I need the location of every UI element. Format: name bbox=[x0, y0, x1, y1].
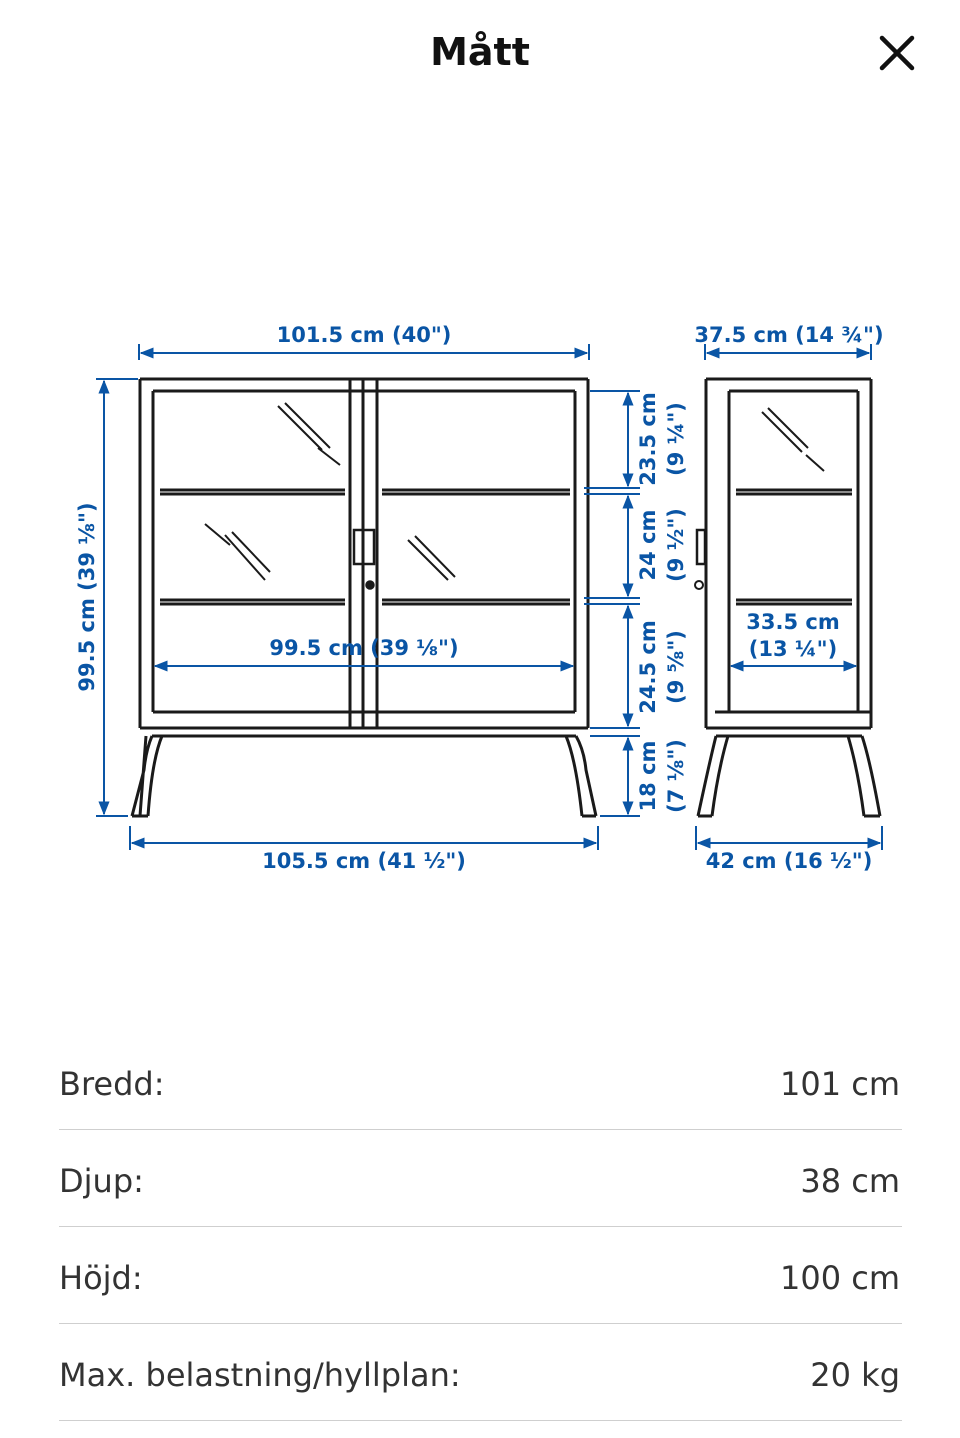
modal-header bbox=[0, 0, 960, 110]
spec-label: Bredd: bbox=[59, 1065, 165, 1103]
shelf-gap-2-in: (9 ½") bbox=[664, 508, 688, 582]
spec-value: 20 kg bbox=[810, 1356, 900, 1394]
side-dimension-lines bbox=[696, 344, 882, 850]
side-bottom-depth-label: 42 cm (16 ½") bbox=[705, 849, 873, 873]
side-inner-depth-cm: 33.5 cm bbox=[746, 610, 840, 634]
front-view-cabinet bbox=[132, 379, 596, 816]
shelf-gap-3-in: (9 ⅝") bbox=[664, 630, 688, 704]
side-view-cabinet bbox=[695, 379, 880, 816]
leg-height-cm: 18 cm bbox=[636, 740, 660, 812]
specs-list bbox=[59, 1033, 902, 1421]
close-icon[interactable] bbox=[872, 30, 920, 78]
shelf-gap-1-cm: 23.5 cm bbox=[636, 392, 660, 486]
spec-label: Djup: bbox=[59, 1162, 144, 1200]
spec-row-depth bbox=[59, 1130, 902, 1227]
shelf-gap-1-in: (9 ¼") bbox=[664, 402, 688, 476]
spec-row-max-load bbox=[59, 1324, 902, 1421]
spec-value: 38 cm bbox=[800, 1162, 900, 1200]
front-total-height-label: 99.5 cm (39 ⅛") bbox=[75, 502, 99, 692]
dimension-diagram bbox=[0, 300, 960, 900]
spec-row-height bbox=[59, 1227, 902, 1324]
spec-label: Max. belastning/hyllplan: bbox=[59, 1356, 461, 1394]
spec-value: 100 cm bbox=[779, 1259, 900, 1297]
close-button[interactable] bbox=[872, 30, 920, 78]
spec-row-width bbox=[59, 1033, 902, 1130]
front-inner-width-label: 99.5 cm (39 ⅛") bbox=[269, 636, 459, 660]
spec-label: Höjd: bbox=[59, 1259, 143, 1297]
front-dimension-lines bbox=[96, 344, 640, 850]
side-top-depth-label: 37.5 cm (14 ¾") bbox=[694, 323, 884, 347]
shelf-gap-3-cm: 24.5 cm bbox=[636, 620, 660, 714]
page-title: Mått bbox=[430, 30, 530, 74]
leg-height-in: (7 ⅛") bbox=[664, 739, 688, 813]
front-bottom-width-label: 105.5 cm (41 ½") bbox=[262, 849, 466, 873]
dimension-drawing bbox=[0, 300, 960, 900]
shelf-gap-2-cm: 24 cm bbox=[636, 509, 660, 581]
front-top-width-label: 101.5 cm (40") bbox=[276, 323, 452, 347]
spec-value: 101 cm bbox=[779, 1065, 900, 1103]
side-inner-depth-in: (13 ¼") bbox=[748, 637, 838, 661]
